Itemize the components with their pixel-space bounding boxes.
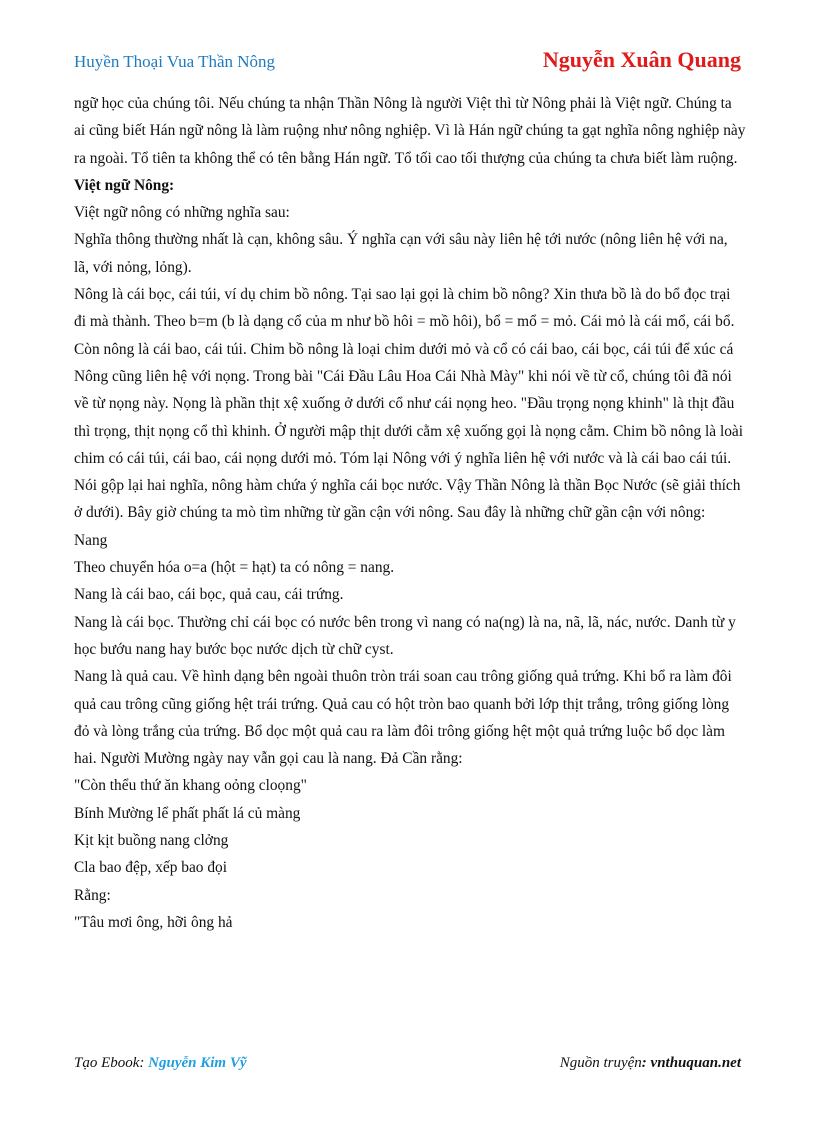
section-heading: Việt ngữ Nông: <box>74 176 175 194</box>
header-author: Nguyễn Xuân Quang <box>542 47 741 72</box>
footer-source-separator: : <box>641 1055 651 1071</box>
verse-line: Rằng: <box>74 886 111 904</box>
verse-line: "Còn thểu thứ ăn khang oỏng cloọng" <box>74 777 307 795</box>
footer-source-credit <box>560 1055 741 1072</box>
footer-source-site: vnthuquan.net <box>650 1055 741 1071</box>
verse-line: Bính Mường lể phất phất lá củ màng <box>74 804 301 822</box>
paragraph: Nang là quả cau. Về hình dạng bên ngoài thuôn tròn trái soan cau trông giống quả trứng. Khi bổ ra làm đôi quả cau trông cũng giống hệt trái trứng. Quả cau có hột tròn bao quanh bởi lớp thịt trắng, trông giống lòng đỏ và lòng trắng của trứng. Bổ dọc một quả cau ra làm đôi trông giống hệt một quả trứng luộc bổ dọc làm hai. Người Mường ngày nay vẫn gọi cau là nang. Đả Cần rằng: <box>74 668 732 768</box>
paragraph: Nang là cái bao, cái bọc, quả cau, cái trứng. <box>74 586 344 604</box>
footer-ebook-separator: : <box>139 1055 149 1071</box>
paragraph: Nông là cái bọc, cái túi, ví dụ chim bồ nông. Tại sao lại gọi là chim bồ nông? Xin thưa bồ là do bổ đọc trại đi mà thành. Theo b=m (b là dạng cổ của m như bồ hôi = mồ hôi), bổ = mổ = mỏ. Cái mỏ là cái mổ, cái bổ. Còn nông là cái bao, cái túi. Chim bồ nông là loại chim dưới mỏ và cổ có cái bao, cái bọc, cái túi để xúc cá <box>74 286 735 358</box>
verse-line: Kịt kịt buồng nang clởng <box>74 832 229 850</box>
header-book-title: Huyền Thoại Vua Thần Nông <box>74 52 276 71</box>
page-body <box>74 90 746 936</box>
footer-ebook-credit <box>74 1055 247 1072</box>
verse-line: "Tâu mơi ông, hỡi ông hả <box>74 913 233 931</box>
paragraph: Việt ngữ nông có những nghĩa sau: <box>74 204 290 222</box>
footer-ebook-name: Nguyễn Kim Vỹ <box>148 1055 247 1071</box>
paragraph: Nang <box>74 531 108 549</box>
paragraph: Nang là cái bọc. Thường chỉ cái bọc có nước bên trong vì nang có na(ng) là na, nã, lã, nác, nước. Danh từ y học bướu nang hay bước bọc nước dịch từ chữ cyst. <box>74 613 736 658</box>
footer-source-label: Nguồn truyện <box>559 1055 642 1071</box>
paragraph: ngữ học của chúng tôi. Nếu chúng ta nhận Thần Nông là người Việt thì từ Nông phải là Việt ngữ. Chúng ta ai cũng biết Hán ngữ nông là làm ruộng như nông nghiệp. Vì là Hán ngữ chúng ta gạt nghĩa nông nghiệp này ra ngoài. Tổ tiên ta không thể có tên bằng Hán ngữ. Tổ tối cao tối thượng của chúng ta chưa biết làm ruộng. <box>74 95 746 167</box>
paragraph: Nghĩa thông thường nhất là cạn, không sâu. Ý nghĩa cạn với sâu này liên hệ tới nước (nông liên hệ với na, lã, với nỏng, lỏng). <box>74 231 728 276</box>
verse-line: Cla bao đệp, xếp bao đọi <box>74 859 228 877</box>
footer-ebook-label: Tạo Ebook <box>74 1055 140 1071</box>
paragraph: Nông cũng liên hệ với nọng. Trong bài "Cái Đầu Lâu Hoa Cái Nhà Mày" khi nói về từ cổ, chúng tôi đã nói về từ nọng này. Nọng là phần thịt xệ xuống ở dưới cổ như cái nọng heo. "Đầu trọng nọng khinh" là thịt đầu thì trọng, thịt nọng cổ thì khinh. Ở người mập thịt dưới cằm xệ xuống gọi là nọng cằm. Chim bồ nông là loài chim có cái túi, cái bao, cái nọng dưới mỏ. Tóm lại Nông với ý nghĩa liên hệ với nước và là cái bao cái túi. Nói gộp lại hai nghĩa, nông hàm chứa ý nghĩa cái bọc nước. Vậy Thần Nông là thần Bọc Nước (sẽ giải thích ở dưới). Bây giờ chúng ta mò tìm những từ gần cận với nông. Sau đây là những chữ gần cận với nông: <box>74 367 744 522</box>
paragraph: Theo chuyển hóa o=a (hột = hạt) ta có nông = nang. <box>74 559 395 577</box>
